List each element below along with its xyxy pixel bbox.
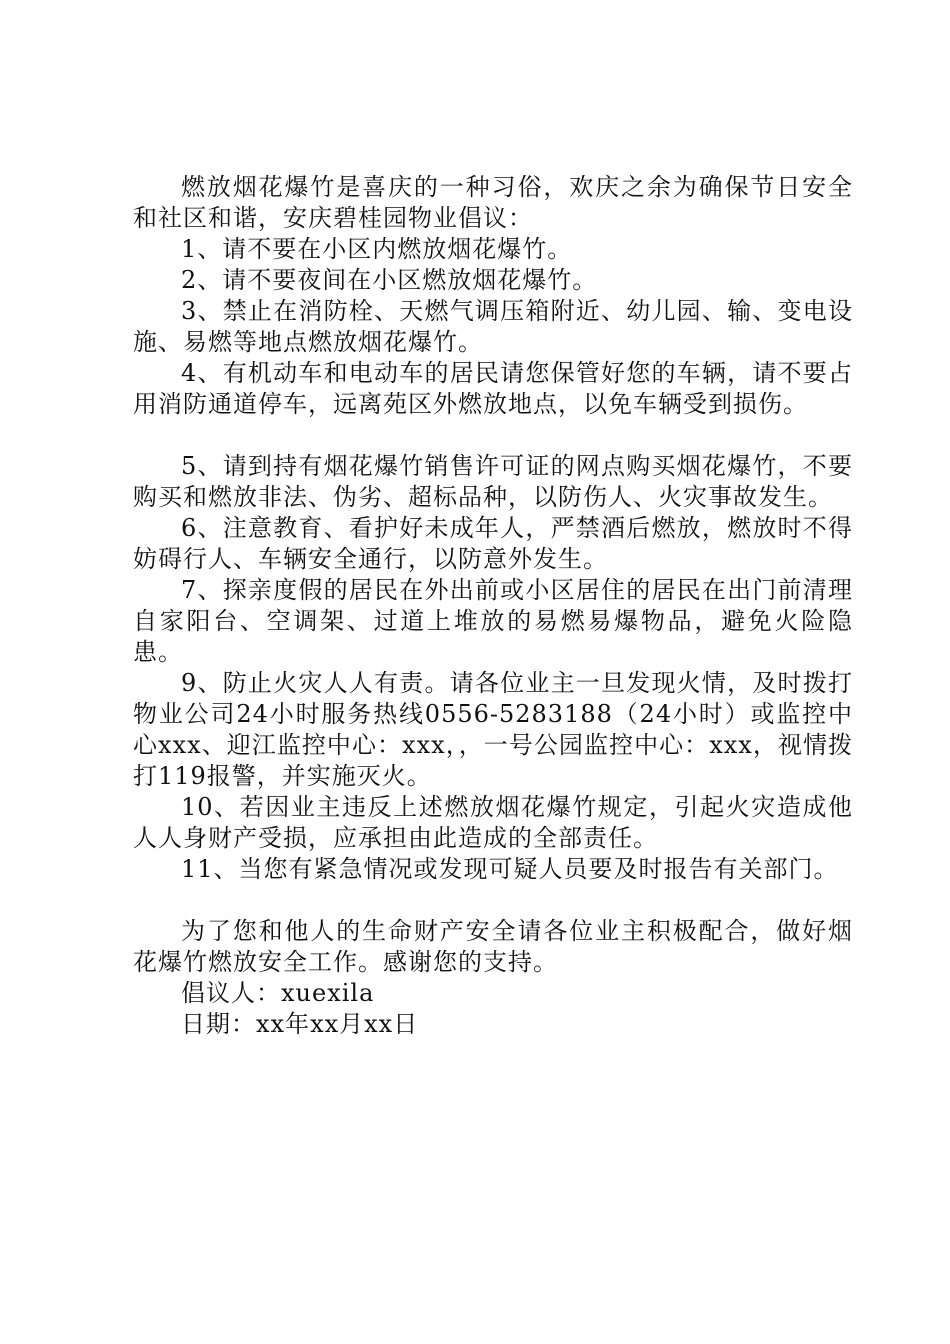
date-line: 日期：xx年xx月xx日 (181, 1010, 419, 1038)
item-1: 1、请不要在小区内燃放烟花爆竹。 (181, 235, 573, 263)
item-10: 10、若因业主违反上述燃放烟花爆竹规定，引起火灾造成他人人身财产受损，应承担由此造成的全部责任。 (133, 793, 853, 852)
item-4: 4、有机动车和电动车的居民请您保管好您的车辆，请不要占用消防通道停车，远离苑区外燃放地点，以免车辆受到损伤。 (133, 359, 853, 418)
initiator-line: 倡议人：xuexila (181, 979, 375, 1007)
paragraph-gap (133, 885, 853, 916)
document-page (133, 172, 853, 1040)
item-9: 9、防止火灾人人有责。请各位业主一旦发现火情，及时拨打物业公司24小时服务热线0556-5283188（24小时）或监控中心xxx、迎江监控中心：xxx，，一号公园监控中心：xxx，视情拨打119报警，并实施灭火。 (133, 669, 853, 790)
paragraph-gap (133, 420, 853, 451)
item-3: 3、禁止在消防栓、天燃气调压箱附近、幼儿园、输、变电设施、易燃等地点燃放烟花爆竹。 (133, 297, 853, 356)
closing-paragraph: 为了您和他人的生命财产安全请各位业主积极配合，做好烟花爆竹燃放安全工作。感谢您的支持。 (133, 917, 853, 976)
item-2: 2、请不要夜间在小区燃放烟花爆竹。 (181, 266, 598, 294)
item-6: 6、注意教育、看护好未成年人，严禁酒后燃放，燃放时不得妨碍行人、车辆安全通行，以防意外发生。 (133, 514, 853, 573)
intro-paragraph: 燃放烟花爆竹是喜庆的一种习俗，欢庆之余为确保节日安全和社区和谐，安庆碧桂园物业倡议： (133, 173, 853, 232)
item-5: 5、请到持有烟花爆竹销售许可证的网点购买烟花爆竹，不要购买和燃放非法、伪劣、超标品种，以防伤人、火灾事故发生。 (133, 452, 853, 511)
item-7: 7、探亲度假的居民在外出前或小区居住的居民在出门前清理自家阳台、空调架、过道上堆放的易燃易爆物品，避免火险隐患。 (133, 576, 853, 666)
item-11: 11、当您有紧急情况或发现可疑人员要及时报告有关部门。 (181, 855, 839, 883)
